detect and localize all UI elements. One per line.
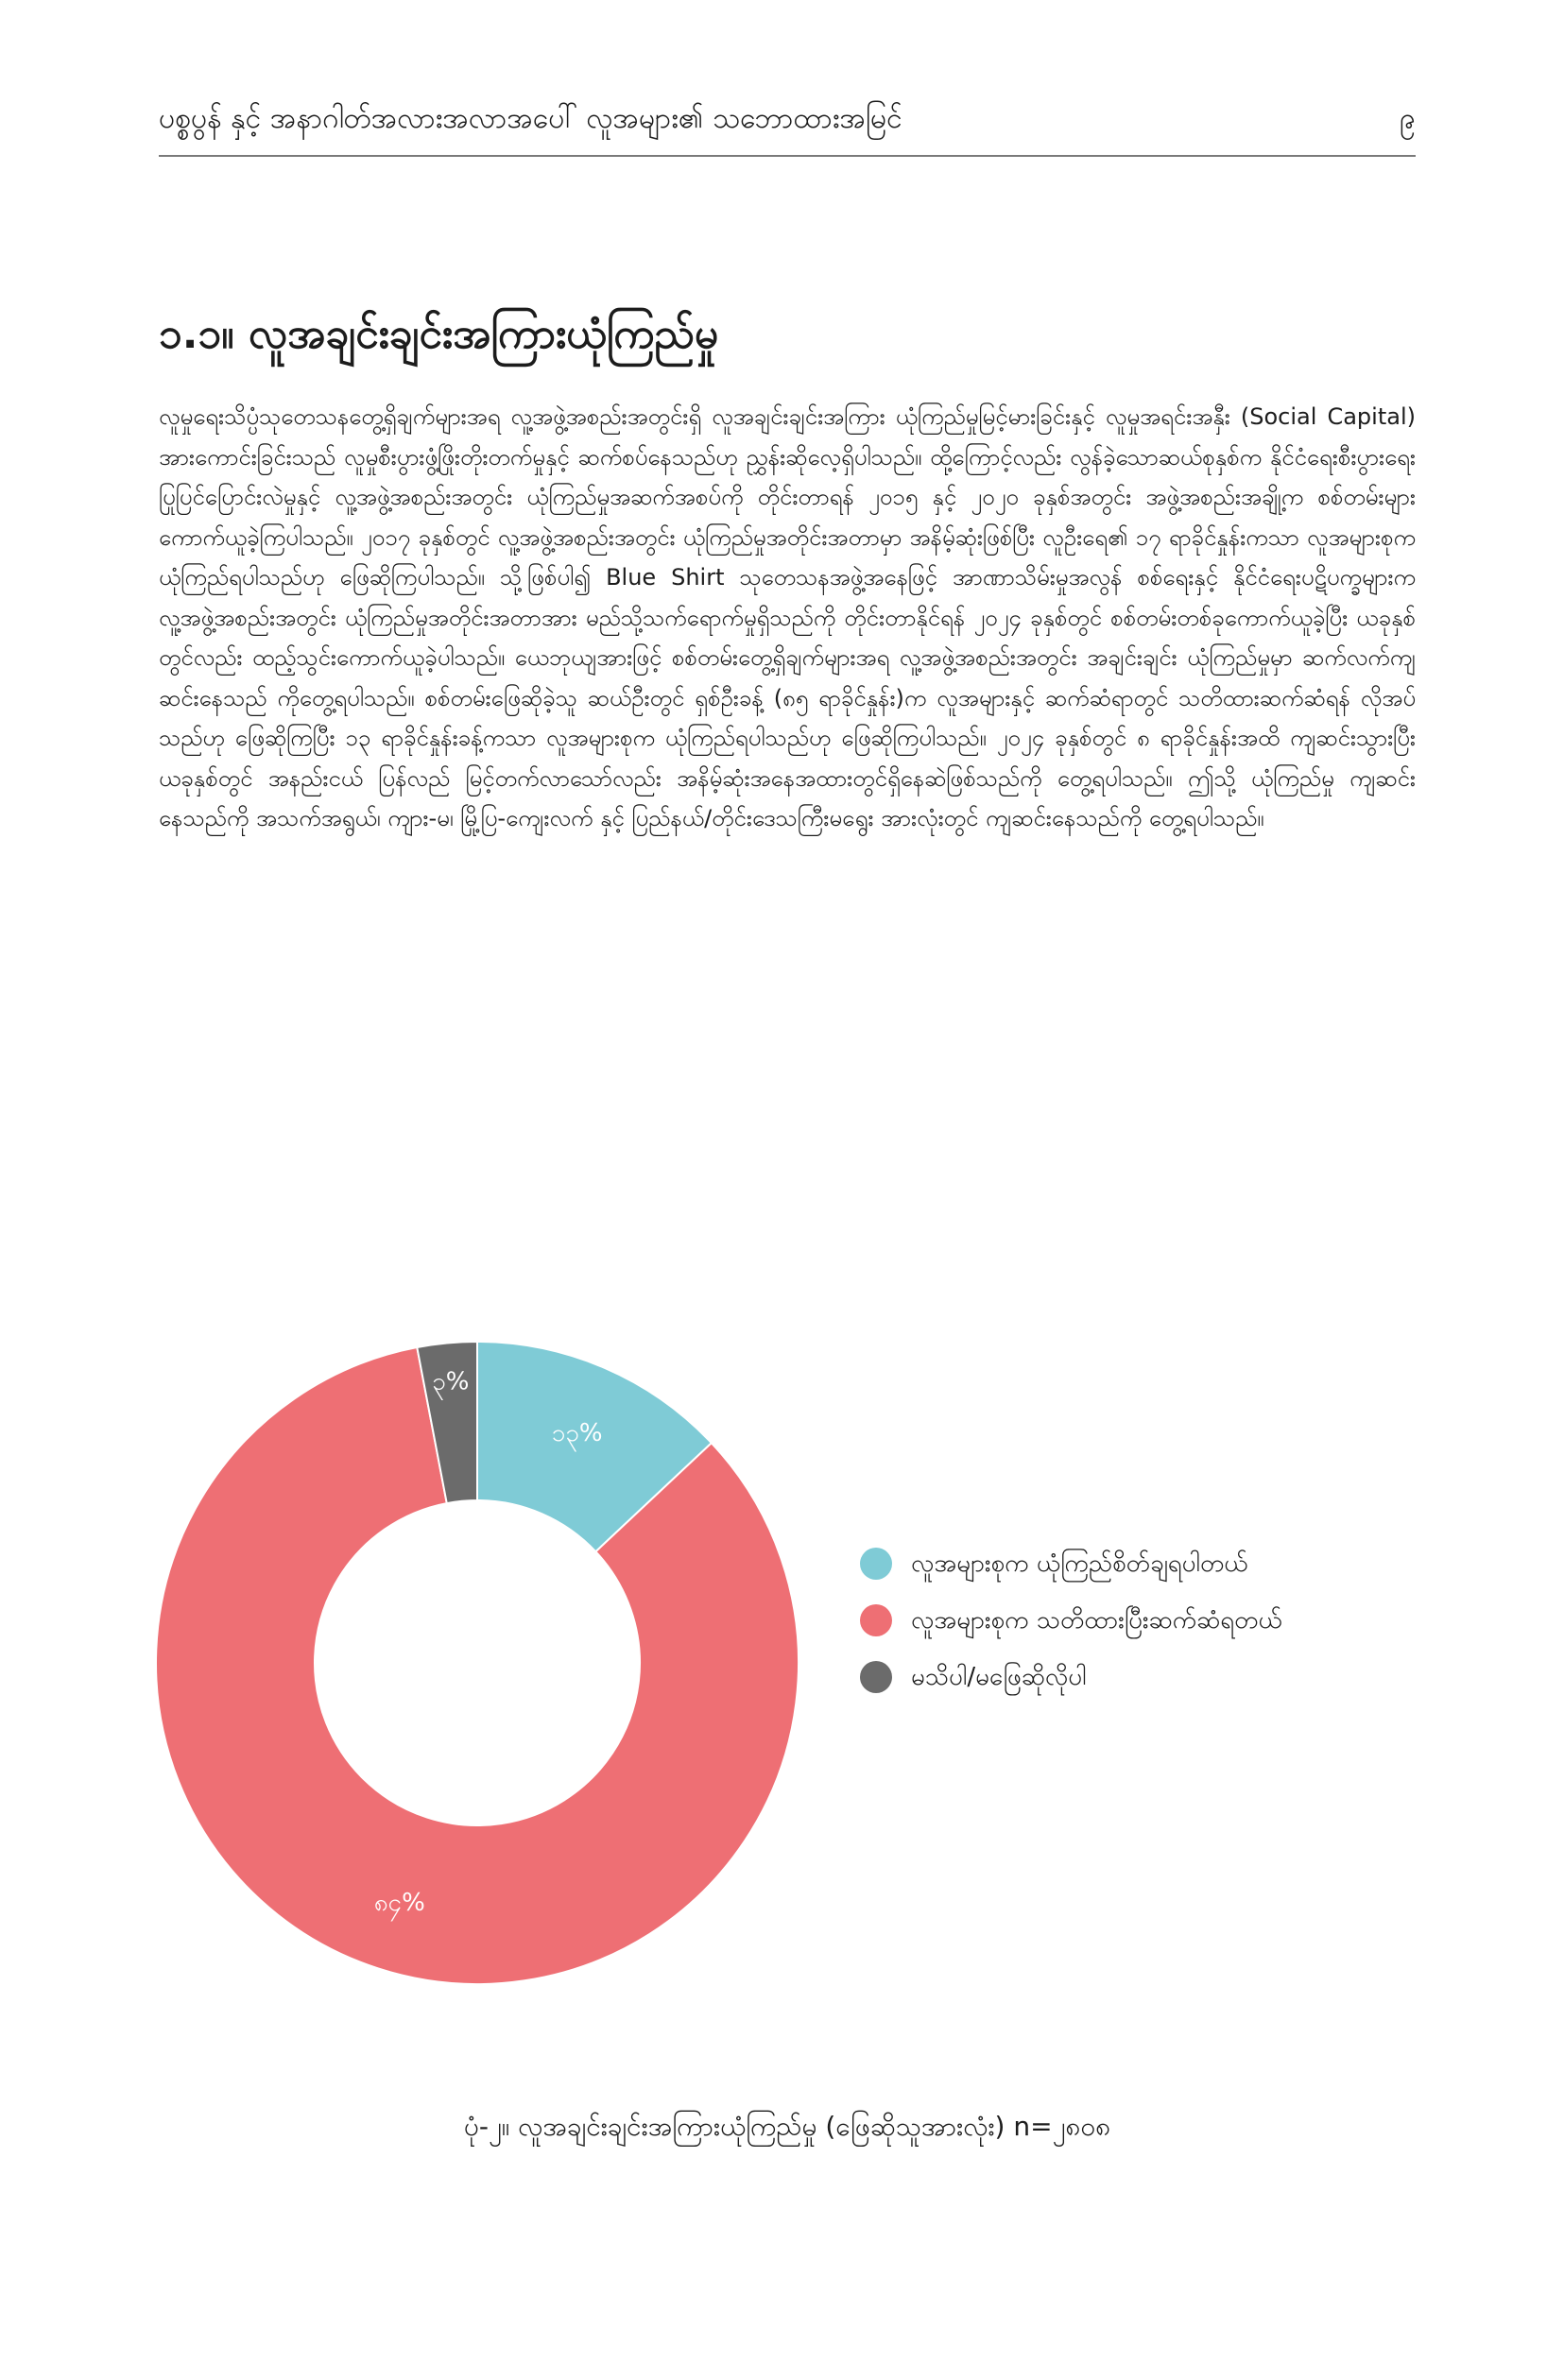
page-number: ၉	[1400, 102, 1416, 135]
legend-item-2	[860, 1592, 1418, 1649]
body-paragraph: လူမှုရေးသိပ္ပံသုတေသနတွေ့ရှိချက်များအရ လူ့အဖွဲ့အစည်းအတွင်းရှိ လူအချင်းချင်းအကြား ယုံကြည်မှုမြင့်မားခြင်းနှင့် လူမှုအရင်းအနှီး (Social Capital) အားကောင်းခြင်းသည် လူမှုစီးပွားဖွံ့ဖြိုးတိုးတက်မှုနှင့် ဆက်စပ်နေသည်ဟု ညွှန်းဆိုလေ့ရှိပါသည်။ ထို့ကြောင့်လည်း လွန်ခဲ့သောဆယ်စုနှစ်က နိုင်ငံရေးစီးပွားရေးပြုပြင်ပြောင်းလဲမှုနှင့် လူ့အဖွဲ့အစည်းအတွင်း ယုံကြည်မှုအဆက်အစပ်ကို တိုင်းတာရန် ၂၀၁၅ နှင့် ၂၀၂၀ ခုနှစ်အတွင်း အဖွဲ့အစည်းအချို့က စစ်တမ်းများကောက်ယူခဲ့ကြပါသည်။ ၂၀၁၇ ခုနှစ်တွင် လူ့အဖွဲ့အစည်းအတွင်း ယုံကြည်မှုအတိုင်းအတာမှာ အနိမ့်ဆုံးဖြစ်ပြီး လူဦးရေ၏ ၁၇ ရာခိုင်နှုန်းကသာ လူအများစုက ယုံကြည်ရပါသည်ဟု ဖြေဆိုကြပါသည်။ သို့ဖြစ်ပါ၍ Blue Shirt သုတေသနအဖွဲ့အနေဖြင့် အာဏာသိမ်းမှုအလွန် စစ်ရေးနှင့် နိုင်ငံရေးပဋိပက္ခများက လူ့အဖွဲ့အစည်းအတွင်း ယုံကြည်မှုအတိုင်းအတာအား မည်သို့သက်ရောက်မှုရှိသည်ကို တိုင်းတာနိုင်ရန် ၂၀၂၄ ခုနှစ်တွင် စစ်တမ်းတစ်ခုကောက်ယူခဲ့ပြီး ယခုနှစ်တွင်လည်း ထည့်သွင်းကောက်ယူခဲ့ပါသည်။ ယေဘုယျအားဖြင့် စစ်တမ်းတွေ့ရှိချက်များအရ လူ့အဖွဲ့အစည်းအတွင်း အချင်းချင်း ယုံကြည်မှုမှာ ဆက်လက်ကျဆင်းနေသည် ကိုတွေ့ရပါသည်။ စစ်တမ်းဖြေဆိုခဲ့သူ ဆယ်ဦးတွင် ရှစ်ဦးခန့် (၈၅ ရာခိုင်နှုန်း)က လူအများနှင့် ဆက်ဆံရာတွင် သတိထားဆက်ဆံရန် လိုအပ်သည်ဟု ဖြေဆိုကြပြီး ၁၃ ရာခိုင်နှုန်းခန့်ကသာ လူအများစုက ယုံကြည်ရပါသည်ဟု ဖြေဆိုကြပါသည်။ ၂၀၂၄ ခုနှစ်တွင် ၈ ရာခိုင်နှုန်းအထိ ကျဆင်းသွားပြီး ယခုနှစ်တွင် အနည်းငယ် ပြန်လည် မြင့်တက်လာသော်လည်း အနိမ့်ဆုံးအနေအထားတွင်ရှိနေဆဲဖြစ်သည်ကို တွေ့ရပါသည်။ ဤသို့ ယုံကြည်မှု ကျဆင်းနေသည်ကို အသက်အရွယ်၊ ကျား-မ၊ မြို့ပြ-ကျေးလက် နှင့် ပြည်နယ်/တိုင်းဒေသကြီးမရွေး အားလုံးတွင် ကျဆင်းနေသည်ကို တွေ့ရပါသည်။	[159, 403, 1417, 831]
legend-item-1	[860, 1535, 1418, 1592]
donut-slices	[156, 1342, 799, 1984]
data-label-2: ၈၄%	[373, 1888, 425, 1917]
legend-swatch-2	[860, 1604, 892, 1636]
header-divider	[159, 155, 1416, 157]
running-header-title: ပစ္စပွန် နှင့် အနာဂါတ်အလားအလာအပေါ် လူအများ၏ သဘောထားအမြင်	[159, 102, 902, 135]
legend-label-2: လူအများစုက သတိထားပြီးဆက်ဆံရတယ်	[911, 1606, 1282, 1635]
chart-legend	[860, 1535, 1418, 1705]
running-header	[159, 91, 1416, 157]
legend-swatch-3	[860, 1661, 892, 1693]
figure-caption: ပုံ-၂။ လူအချင်းချင်းအကြားယုံကြည်မှု (ဖြေဆိုသူအားလုံး) n=၂၈၀၈	[463, 2111, 1111, 2142]
legend-label-3: မသိပါ/မဖြေဆိုလိုပါ	[911, 1663, 1087, 1691]
legend-swatch-1	[860, 1548, 892, 1580]
section-title: ၁.၁။ လူအချင်းချင်းအကြားယုံကြည်မှု	[159, 310, 719, 358]
legend-item-3	[860, 1649, 1418, 1705]
donut-chart	[151, 1294, 1418, 2031]
data-label-3: ၃%	[432, 1367, 470, 1396]
legend-label-1: လူအများစုက ယုံကြည်စိတ်ချရပါတယ်	[911, 1550, 1248, 1578]
data-label-1: ၁၃%	[551, 1418, 603, 1447]
